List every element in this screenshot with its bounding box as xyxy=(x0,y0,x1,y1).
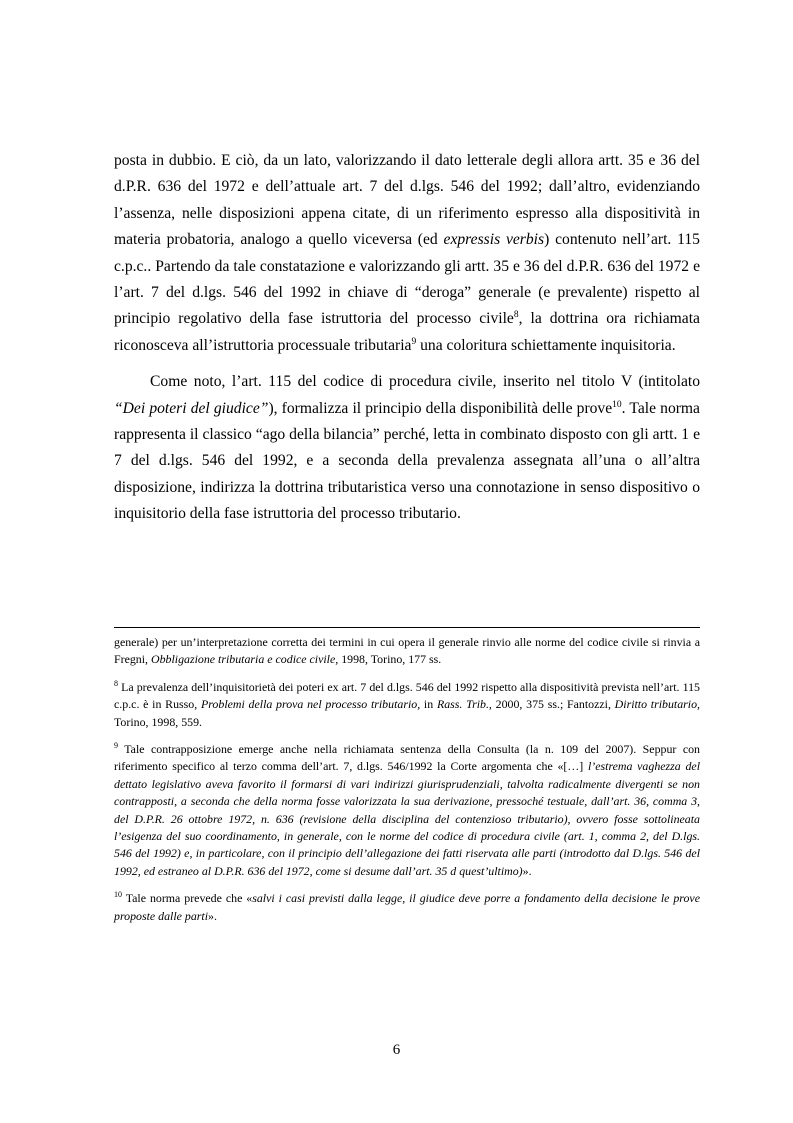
fn9-text-1: Tale contrapposizione emerge anche nella richiamata sentenza della Consulta (la n. 109 del 2007). Seppur con riferimento specifico al terzo comma dell’art. 7, d.lgs. 546/1992 la Corte argomenta che «[…] xyxy=(114,742,700,774)
footnote-8-number: 8 xyxy=(114,678,118,688)
footnote-10 xyxy=(114,890,700,925)
p2-text-1: Come noto, l’art. 115 del codice di procedura civile, inserito nel titolo V (intitolato xyxy=(150,373,700,391)
page-number: 6 xyxy=(392,1042,401,1058)
fn8-text-3: 2000, 375 ss.; Fantozzi, xyxy=(491,697,615,712)
paragraph-2 xyxy=(114,369,700,527)
footnote-ref-8: 8 xyxy=(513,310,519,321)
fn10-italic-quote: salvi i casi previsti dalla legge, il giudice deve porre a fondamento della decisione le prove proposte dalle parti xyxy=(114,891,700,923)
fn10-text-2: ». xyxy=(208,908,217,923)
paragraph-1 xyxy=(114,148,700,359)
fn8-italic-3: Diritto tributario, xyxy=(614,697,701,712)
fn8-text-4: Torino, 1998, 559. xyxy=(114,714,203,729)
fn9-italic-quote: l’estrema vaghezza del dettato legislativo aveva favorito il formarsi di vari indirizzi giurisprudenziali, talvolta radicalmente divergenti se non contrapposti, a seconda che della norma fosse valorizzata la sua derivazione, pressoché testuale, dall’art. 36, comma 3, del D.P.R. 26 ottobre 1972, n. 636 (revisione della disciplina del contenzioso tributario), ovvero fosse sottolineata l’esigenza del suo coordinamento, in generale, con le norme del codice di procedura civile (art. 1, comma 2, del D.lgs. 546 del 1992) e, in particolare, con il principio dell’allegazione dei fatti riservata alle parti (introdotto dal D.lgs. 546 del 1992, ed estraneo al D.P.R. 636 del 1972, come si desume dall’art. 35 d quest’ultimo) xyxy=(114,759,700,878)
footnote-8 xyxy=(114,679,700,731)
fn-cont-text-1: generale) per un’interpretazione corretta dei termini in cui opera il generale rinvio alle norme del codice civile si rinvia a Fregni, xyxy=(114,635,700,667)
p1-text-3: , la dottrina ora richiamata riconosceva all’istruttoria processuale tributaria xyxy=(114,310,700,354)
footnote-continuation xyxy=(114,634,700,669)
footnote-10-number: 10 xyxy=(114,890,122,900)
p2-text-3: . Tale norma rappresenta il classico “ago della bilancia” perché, letta in combinato disposto con gli artt. 1 e 7 del d.lgs. 546 del 1992, e a seconda della prevalenza assegnata all’una o all’altra disposizione, indirizza la dottrina tributaristica verso una connotazione in senso dispositivo o inquisitorio della fase istruttoria del processo tributario. xyxy=(114,399,700,523)
fn10-text-1: Tale norma prevede che « xyxy=(122,891,253,906)
fn8-text-2: in xyxy=(420,697,437,712)
footnote-ref-9: 9 xyxy=(411,336,417,347)
p1-text-4: una coloritura schiettamente inquisitoria. xyxy=(416,336,676,354)
fn8-italic-1: Problemi della prova nel processo tributario, xyxy=(200,697,421,712)
main-text xyxy=(114,148,700,528)
footnotes xyxy=(114,634,700,935)
footnote-9 xyxy=(114,741,700,880)
p1-text-2: ) contenuto nell’art. 115 c.p.c.. Partendo da tale constatazione e valorizzando gli artt. 35 e 36 del d.P.R. 636 del 1972 e l’art. 7 del d.lgs. 546 del 1992 in chiave di “deroga” generale (e prevalente) rispetto al principio regolativo della fase istruttoria del processo civile xyxy=(114,231,700,328)
footnote-separator xyxy=(114,627,700,628)
fn8-text-1: La prevalenza dell’inquisitorietà dei poteri ex art. 7 del d.lgs. 546 del 1992 rispetto alla dispositività prevista nell’art. 115 c.p.c. è in Russo, xyxy=(114,679,700,712)
fn-cont-text-2: 1998, Torino, 177 ss. xyxy=(338,652,442,667)
fn-cont-italic: Obbligazione tributaria e codice civile, xyxy=(151,652,339,667)
p1-text-1: posta in dubbio. E ciò, da un lato, valorizzando il dato letterale degli allora artt. 35 e 36 del d.P.R. 636 del 1972 e dell’attuale art. 7 del d.lgs. 546 del 1992; dall’altro, evidenziando l’assenza, nelle disposizioni appena citate, di un riferimento espresso alla dispositività in materia probatoria, analogo a quello viceversa (ed xyxy=(114,152,700,249)
p2-italic-title: “Dei poteri del giudice” xyxy=(114,399,269,417)
p1-italic-expressis-verbis: expressis verbis xyxy=(443,231,545,249)
footnote-ref-10: 10 xyxy=(612,399,622,410)
footnote-9-number: 9 xyxy=(114,741,118,751)
p2-text-2: ), formalizza il principio della disponibilità delle prove xyxy=(268,399,613,417)
fn8-italic-2: Rass. Trib., xyxy=(436,697,492,712)
fn9-text-2: ». xyxy=(522,863,532,878)
